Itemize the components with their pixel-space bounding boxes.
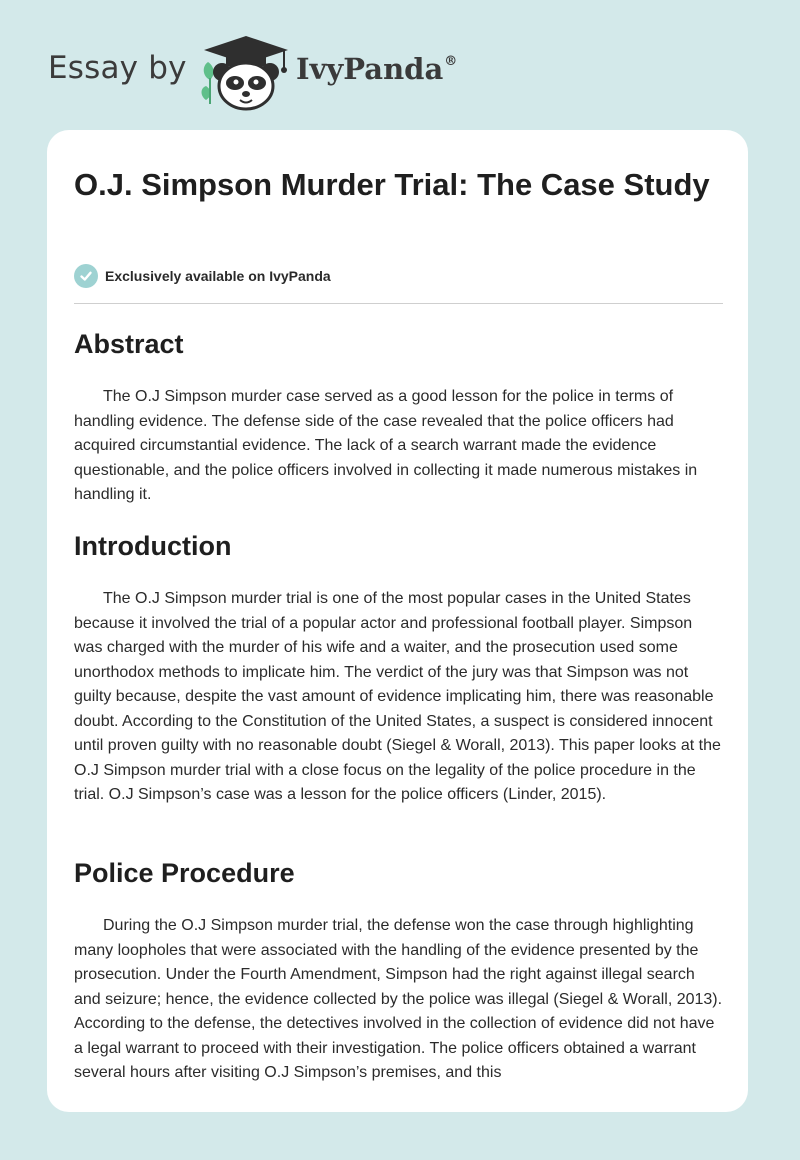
section-heading-police-procedure: Police Procedure xyxy=(74,858,295,888)
section-heading-abstract: Abstract xyxy=(74,329,184,359)
brand-name-text: IvyPanda xyxy=(296,52,444,86)
title-divider xyxy=(74,303,723,304)
check-circle-icon xyxy=(74,264,98,288)
section-text-introduction: The O.J Simpson murder trial is one of the most popular cases in the United States because it involved the trial of a popular actor and professional football player. Simpson was charged with the murder of his wife and a waiter, and the prosecution used some unorthodox methods to implicate him. The verdict of the jury was that Simpson was not guilty because, despite the vast amount of evidence implicating him, there was reasonable doubt. According to the Constitution of the United States, a suspect is considered innocent until proven guilty with no reasonable doubt (Siegel & Worall, 2013). This paper looks at the O.J Simpson murder trial with a close focus on the legality of the police procedure in the trial. O.J Simpson’s case was a lesson for the police officers (Linder, 2015). xyxy=(74,590,721,803)
page-title: O.J. Simpson Murder Trial: The Case Study xyxy=(74,167,710,202)
exclusive-label: Exclusively available on IvyPanda xyxy=(105,268,331,284)
panda-logo-icon[interactable] xyxy=(200,34,292,112)
registered-mark: ® xyxy=(444,54,458,69)
section-text-police-procedure: During the O.J Simpson murder trial, the defense won the case through highlighting many loopholes that were associated with the handling of the evidence presented by the prosecution. Under the Fourth Amendment, Simpson had the right against illegal search and seizure; hence, the evidence collected by the police was illegal (Siegel & Worall, 2013). According to the defense, the detectives involved in the collection of evidence did not have a legal warrant to proceed with their investigation. The police officers obtained a warrant several hours after visiting O.J Simpson’s premises, and this xyxy=(74,917,723,1081)
essay-card xyxy=(47,130,748,1112)
section-heading-introduction: Introduction xyxy=(74,531,232,561)
site-header xyxy=(0,0,800,130)
essay-by-label: Essay by xyxy=(48,50,187,86)
section-text-abstract: The O.J Simpson murder case served as a good lesson for the police in terms of handling evidence. The defense side of the case revealed that the police officers had acquired circumstantial evidence. The lack of a search warrant made the evidence questionable, and the police officers involved in collecting it made numerous mistakes in handling it. xyxy=(74,388,698,503)
brand-name[interactable] xyxy=(296,52,457,86)
exclusive-badge xyxy=(74,263,331,289)
